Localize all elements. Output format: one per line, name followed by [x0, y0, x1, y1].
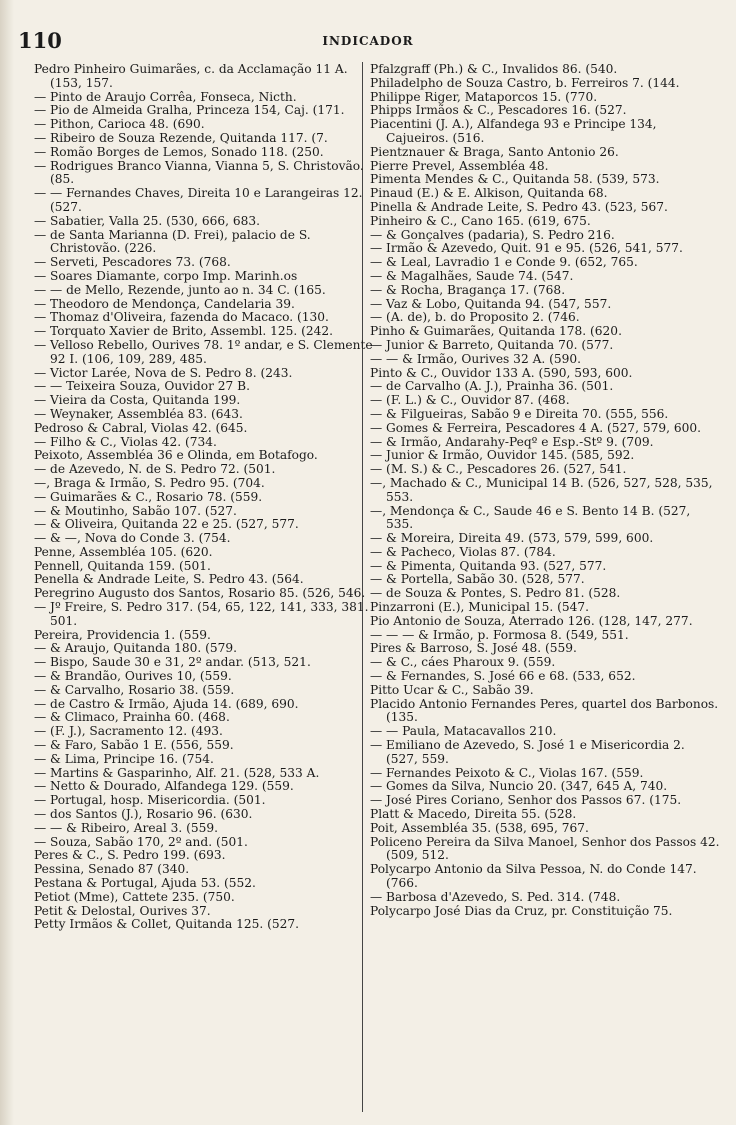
directory-entry: — — Paula, Matacavallos 210.: [370, 724, 557, 739]
directory-entry: — Velloso Rebello, Ourives 78. 1º andar, e S. Clemente 92 I. (106, 109, 289, 485.: [34, 337, 373, 366]
directory-entry: Pinheiro & C., Cano 165. (619, 675.: [370, 213, 591, 228]
directory-entry: Pennell, Quitanda 159. (501.: [34, 558, 211, 573]
directory-entry: — & Lima, Principe 16. (754.: [34, 751, 214, 766]
directory-entry: — de Castro & Irmão, Ajuda 14. (689, 690.: [34, 696, 299, 711]
directory-entry: — Ribeiro de Souza Rezende, Quitanda 117. (7.: [34, 130, 328, 145]
directory-entry: Peixoto, Assembléa 36 e Olinda, em Botafogo.: [34, 448, 318, 463]
directory-entry: — & Moutinho, Sabão 107. (527.: [34, 503, 237, 518]
directory-entry: — Weynaker, Assembléa 83. (643.: [34, 406, 243, 421]
directory-entry: — José Pires Coriano, Senhor dos Passos 67. (175.: [370, 793, 682, 808]
directory-entry: Petit & Delostal, Ourives 37.: [34, 903, 211, 918]
directory-entry: — Netto & Dourado, Alfandega 129. (559.: [34, 779, 294, 794]
directory-entry: — Gomes & Ferreira, Pescadores 4 A. (527, 579, 600.: [370, 420, 701, 435]
directory-entry: Pinzarroni (E.), Municipal 15. (547.: [370, 600, 590, 615]
directory-entry: — Junior & Barreto, Quitanda 70. (577.: [370, 337, 614, 352]
directory-entry: — Pinto de Araujo Corrêa, Fonseca, Nicth.: [34, 89, 297, 104]
directory-entry: — Vieira da Costa, Quitanda 199.: [34, 393, 241, 408]
directory-entry: Pires & Barroso, S. José 48. (559.: [370, 641, 577, 656]
directory-entry: — Pithon, Carioca 48. (690.: [34, 117, 205, 132]
directory-entry: Pitto Ucar & C., Sabão 39.: [370, 682, 534, 697]
directory-entry: — Soares Diamante, corpo Imp. Marinh.os: [34, 268, 298, 283]
directory-entry: — Souza, Sabão 170, 2º and. (501.: [34, 834, 248, 849]
directory-entry: Peres & C., S. Pedro 199. (693.: [34, 848, 226, 863]
directory-entry: — — — & Irmão, p. Formosa 8. (549, 551.: [370, 627, 629, 642]
directory-entry: — & Moreira, Direita 49. (573, 579, 599, 600.: [370, 531, 654, 546]
right-column: [370, 63, 720, 918]
directory-entry: — (F. J.), Sacramento 12. (493.: [34, 724, 223, 739]
directory-entry: — Fernandes Peixoto & C., Violas 167. (559.: [370, 765, 644, 780]
directory-entry: Pientznauer & Braga, Santo Antonio 26.: [370, 144, 619, 159]
directory-entry: — (A. de), b. do Proposito 2. (746.: [370, 310, 580, 325]
directory-entry: — Portugal, hosp. Misericordia. (501.: [34, 793, 266, 808]
directory-entry: Pinella & Andrade Leite, S. Pedro 43. (523, 567.: [370, 199, 668, 214]
directory-entry: — & Pacheco, Violas 87. (784.: [370, 544, 556, 559]
directory-entry: — & Gonçalves (padaria), S. Pedro 216.: [370, 227, 615, 242]
directory-entry: Petiot (Mme), Cattete 235. (750.: [34, 889, 235, 904]
directory-entry: Philadelpho de Souza Castro, b. Ferreiros 7. (144.: [370, 75, 680, 90]
directory-entry: — — Fernandes Chaves, Direita 10 e Larangeiras 12. (527.: [34, 186, 363, 214]
directory-entry: Pedro Pinheiro Guimarães, c. da Acclamação 11 A. (153, 157.: [34, 62, 348, 90]
directory-entry: Placido Antonio Fernandes Peres, quartel dos Barbonos. (135.: [370, 696, 719, 725]
directory-entry: — Barbosa d'Azevedo, S. Ped. 314. (748.: [370, 889, 621, 904]
directory-entry: Pinho & Guimarães, Quitanda 178. (620.: [370, 324, 622, 339]
directory-entry: — & Irmão, Andarahy-Peqº e Esp.-Stº 9. (709.: [370, 434, 654, 449]
directory-entry: — & Leal, Lavradio 1 e Conde 9. (652, 765.: [370, 255, 638, 270]
directory-entry: — — Teixeira Souza, Ouvidor 27 B.: [34, 379, 251, 394]
directory-entry: Penella & Andrade Leite, S. Pedro 43. (564.: [34, 572, 304, 587]
directory-entry: — & Portella, Sabão 30. (528, 577.: [370, 572, 585, 587]
directory-entry: Petty Irmãos & Collet, Quitanda 125. (527.: [34, 917, 299, 932]
directory-entry: Pereira, Providencia 1. (559.: [34, 627, 211, 642]
directory-entry: Pierre Prevel, Assembléa 48.: [370, 158, 549, 173]
directory-entry: — Thomaz d'Oliveira, fazenda do Macaco. (130.: [34, 310, 329, 325]
directory-entry: — Jº Freire, S. Pedro 317. (54, 65, 122, 141, 333, 381. 501.: [34, 600, 369, 628]
page-title: INDICADOR: [322, 34, 414, 48]
page-edge-shading: [0, 0, 14, 1125]
directory-entry: — Romão Borges de Lemos, Sonado 118. (250.: [34, 144, 324, 159]
directory-entry: — & Magalhães, Saude 74. (547.: [370, 268, 574, 283]
directory-entry: —, Machado & C., Municipal 14 B. (526, 527, 528, 535, 553.: [370, 475, 713, 504]
directory-entry: — Sabatier, Valla 25. (530, 666, 683.: [34, 213, 261, 228]
directory-entry: — Gomes da Silva, Nuncio 20. (347, 645 A, 740.: [370, 779, 668, 794]
directory-entry: — & Climaco, Prainha 60. (468.: [34, 710, 230, 725]
left-column: [34, 63, 374, 932]
directory-entry: — & Fernandes, S. José 66 e 68. (533, 652.: [370, 669, 636, 684]
directory-entry: — & Carvalho, Rosario 38. (559.: [34, 682, 235, 697]
directory-entry: — Serveti, Pescadores 73. (768.: [34, 255, 231, 270]
directory-entry: — de Azevedo, N. de S. Pedro 72. (501.: [34, 462, 276, 477]
directory-entry: Piacentini (J. A.), Alfandega 93 e Principe 134, Cajueiros. (516.: [370, 117, 657, 145]
directory-entry: — Bispo, Saude 30 e 31, 2º andar. (513, 521.: [34, 655, 311, 670]
directory-entry: Pimenta Mendes & C., Quitanda 58. (539, 573.: [370, 172, 660, 187]
directory-entry: — Emiliano de Azevedo, S. José 1 e Misericordia 2. (527, 559.: [370, 738, 685, 766]
directory-entry: Platt & Macedo, Direita 55. (528.: [370, 807, 577, 822]
page-header: [0, 22, 736, 54]
directory-entry: — Filho & C., Violas 42. (734.: [34, 434, 217, 449]
directory-entry: Philippe Riger, Mataporcos 15. (770.: [370, 89, 598, 104]
directory-entry: Pestana & Portugal, Ajuda 53. (552.: [34, 876, 256, 891]
directory-entry: — de Santa Marianna (D. Frei), palacio de S. Christovão. (226.: [34, 227, 311, 256]
directory-entry: — (M. S.) & C., Pescadores 26. (527, 541.: [370, 462, 627, 477]
directory-entry: —, Mendonça & C., Saude 46 e S. Bento 14 B. (527, 535.: [370, 503, 691, 532]
directory-entry: — & Faro, Sabão 1 E. (556, 559.: [34, 738, 234, 753]
directory-entry: Pinto & C., Ouvidor 133 A. (590, 593, 600.: [370, 365, 633, 380]
directory-entry: —, Braga & Irmão, S. Pedro 95. (704.: [34, 475, 265, 490]
directory-entry: — (F. L.) & C., Ouvidor 87. (468.: [370, 393, 570, 408]
directory-entry: — & Pimenta, Quitanda 93. (527, 577.: [370, 558, 607, 573]
directory-entry: — Vaz & Lobo, Quitanda 94. (547, 557.: [370, 296, 612, 311]
directory-entry: Poit, Assembléa 35. (538, 695, 767.: [370, 820, 589, 835]
directory-entry: Pessina, Senado 87 (340.: [34, 862, 190, 877]
directory-entry: Peregrino Augusto dos Santos, Rosario 85. (526, 546.: [34, 586, 366, 601]
directory-entry: — de Carvalho (A. J.), Prainha 36. (501.: [370, 379, 614, 394]
directory-entry: Pedroso & Cabral, Violas 42. (645.: [34, 420, 248, 435]
directory-entry: — Rodrigues Branco Vianna, Vianna 5, S. Christovão. (85.: [34, 158, 364, 187]
directory-entry: Pinaud (E.) & E. Alkison, Quitanda 68.: [370, 186, 608, 201]
directory-entry: — Pio de Almeida Gralha, Princeza 154, Caj. (171.: [34, 103, 345, 118]
directory-entry: Pfalzgraff (Ph.) & C., Invalidos 86. (540.: [370, 62, 618, 76]
directory-entry: — & C., cáes Pharoux 9. (559.: [370, 655, 556, 670]
directory-entry: Policeno Pereira da Silva Manoel, Senhor dos Passos 42. (509, 512.: [370, 834, 720, 863]
directory-entry: Polycarpo Antonio da Silva Pessoa, N. do Conde 147. (766.: [370, 862, 697, 891]
directory-entry: — Torquato Xavier de Brito, Assembl. 125. (242.: [34, 324, 334, 339]
directory-entry: — dos Santos (J.), Rosario 96. (630.: [34, 807, 253, 822]
directory-entry: — Victor Larée, Nova de S. Pedro 8. (243.: [34, 365, 293, 380]
directory-entry: — Martins & Gasparinho, Alf. 21. (528, 533 A.: [34, 765, 320, 780]
directory-entry: — Guimarães & C., Rosario 78. (559.: [34, 489, 263, 504]
directory-entry: Polycarpo José Dias da Cruz, pr. Constituição 75.: [370, 903, 673, 918]
directory-entry: — & Filgueiras, Sabão 9 e Direita 70. (555, 556.: [370, 406, 669, 421]
directory-entry: — — de Mello, Rezende, junto ao n. 34 C. (165.: [34, 282, 326, 297]
directory-entry: — & —, Nova do Conde 3. (754.: [34, 531, 231, 546]
directory-entry: — & Brandão, Ourives 10, (559.: [34, 669, 232, 684]
directory-entry: — & Araujo, Quitanda 180. (579.: [34, 641, 237, 656]
directory-entry: — Junior & Irmão, Ouvidor 145. (585, 592.: [370, 448, 635, 463]
directory-entry: — & Oliveira, Quitanda 22 e 25. (527, 577.: [34, 517, 299, 532]
directory-entry: — — & Irmão, Ourives 32 A. (590.: [370, 351, 582, 366]
page-number: 110: [18, 28, 62, 53]
directory-entry: Phipps Irmãos & C., Pescadores 16. (527.: [370, 103, 627, 118]
directory-entry: Pio Antonio de Souza, Aterrado 126. (128, 147, 277.: [370, 613, 693, 628]
directory-entry: — Theodoro de Mendonça, Candelaria 39.: [34, 296, 295, 311]
directory-entry: — Irmão & Azevedo, Quit. 91 e 95. (526, 541, 577.: [370, 241, 683, 256]
directory-entry: — de Souza & Pontes, S. Pedro 81. (528.: [370, 586, 621, 601]
directory-entry: — & Rocha, Bragança 17. (768.: [370, 282, 566, 297]
directory-entry: Penne, Assembléa 105. (620.: [34, 544, 213, 559]
directory-entry: — — & Ribeiro, Areal 3. (559.: [34, 820, 219, 835]
